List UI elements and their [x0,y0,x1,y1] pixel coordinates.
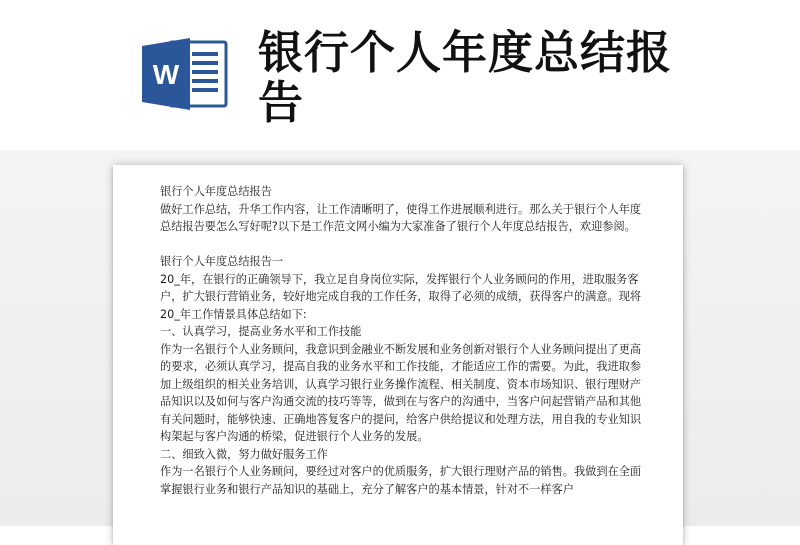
document-heading: 银行个人年度总结报告 [160,185,272,198]
word-icon-letter: W [152,59,180,90]
subheading-2: 二、细致入微，努力做好服务工作 [160,447,328,461]
document-body [160,183,645,498]
intro-paragraph: 做好工作总结，升华工作内容，让工作清晰明了，使得工作进展顺利进行。那么关于银行个人年度总结报告要怎么写好呢?以下是工作范文网小编为大家准备了银行个人年度总结报告，欢迎参阅。 [160,202,642,233]
page-title: 银行个人年度总结报告 [258,26,673,129]
section-title: 银行个人年度总结报告一 [160,255,284,268]
paragraph-gap [160,236,645,254]
body-paragraph-2: 作为一名银行个人业务顾问，我意识到金融业不断发展和业务创新对银行个人业务顾问提出了更高的要求，必须认真学习，提高自我的业务水平和工作技能，才能适应工作的需要。为此，我进取参加上级组织的相关业务培训，认真学习银行业务操作流程、相关制度、资本市场知识、银行理财产品知识以及如何与客户沟通交流的技巧等等，做到在与客户的沟通中，当客户问起营销产品和其他有关问题时，能够快速、正确地答复客户的提问，给客户供给提议和处理方法，用自我的专业知识构架起与客户沟通的桥梁，促进银行个人业务的发展。 [160,342,642,443]
subheading-1: 一、认真学习，提高业务水平和工作技能 [160,325,362,338]
body-paragraph-3: 作为一名银行个人业务顾问，要经过对客户的优质服务，扩大银行理财产品的销售。我做到在全面掌握银行业务和银行产品知识的基础上，充分了解客户的基本情景，针对不一样客户 [160,465,642,496]
body-paragraph-1: 20_年，在银行的正确领导下，我立足自身岗位实际，发挥银行个人业务顾问的作用，进取服务客户，扩大银行营销业务，较好地完成自我的工作任务，取得了必须的成绩，获得客户的满意。现将 20_年工作情景具体总结如下: [160,272,642,321]
word-document-icon [140,38,228,110]
header-banner [0,0,800,150]
